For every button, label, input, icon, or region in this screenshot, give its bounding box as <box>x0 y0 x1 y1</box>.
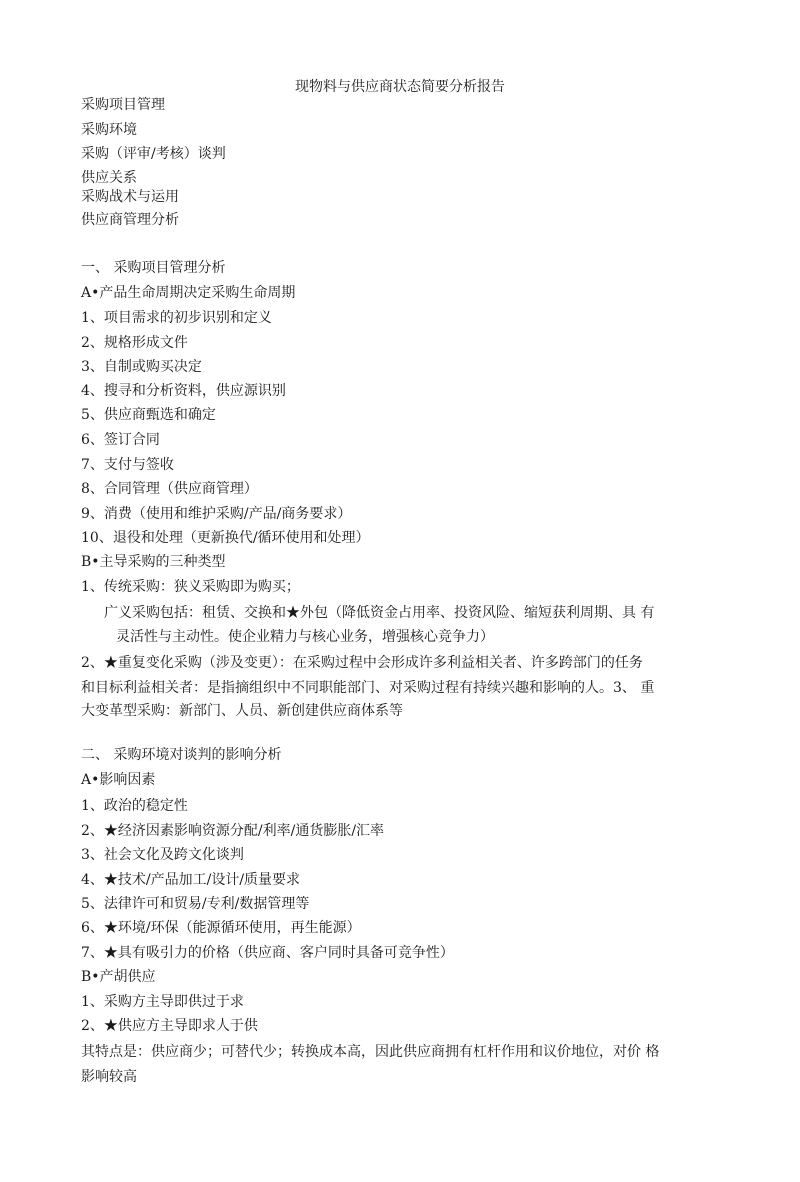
paragraph-line: 大变革型采购：新部门、人员、新创建供应商体系等 <box>81 703 403 719</box>
list-item: 2、★经济因素影响资源分配/利率/通货膨胀/汇率 <box>81 823 385 839</box>
list-item: 2、★供应方主导即求人于供 <box>81 1018 258 1034</box>
subsection-heading: A•产品生命周期决定采购生命周期 <box>81 285 296 301</box>
list-item: 4、★技术/产品加工/设计/质量要求 <box>81 872 301 888</box>
list-item: 5、供应商甄选和确定 <box>81 407 216 423</box>
subsection-heading: B•主导采购的三种类型 <box>81 554 226 570</box>
toc-item: 供应关系 <box>81 170 137 186</box>
subsection-heading: A•影响因素 <box>81 772 156 788</box>
subsection-heading: B•产胡供应 <box>81 969 156 985</box>
toc-item: 供应商管理分析 <box>81 212 179 228</box>
list-item: 4、搜寻和分析资料，供应源识别 <box>81 383 286 399</box>
list-item: 2、规格形成文件 <box>81 335 188 351</box>
list-item: 9、消费（使用和维护采购/产品/商务要求） <box>81 506 352 522</box>
list-item: 1、项目需求的初步识别和定义 <box>81 310 272 326</box>
toc-item: 采购项目管理 <box>81 97 165 113</box>
paragraph-line: 其特点是：供应商少；可替代少；转换成本高，因此供应商拥有杠杆作用和议价地位，对价 格 <box>81 1044 660 1060</box>
list-item: 5、法律许可和贸易/专利/数据管理等 <box>81 896 310 912</box>
list-item: 6、★环境/环保（能源循环使用，再生能源） <box>81 920 361 936</box>
list-item: 1、采购方主导即供过于求 <box>81 994 244 1010</box>
list-item-detail: 灵活性与主动性。使企业精力与核心业务，增强核心竞争力） <box>116 629 494 645</box>
section-heading: 一、 采购项目管理分析 <box>81 260 226 276</box>
list-item-detail: 广义采购包括：租赁、交换和★外包（降低资金占用率、投资风险、缩短获利周期、具 有 <box>104 605 655 621</box>
list-item: 3、社会文化及跨文化谈判 <box>81 847 244 863</box>
list-item: 7、支付与签收 <box>81 457 174 473</box>
paragraph-line: 影响较高 <box>81 1069 137 1085</box>
toc-item: 采购战术与运用 <box>81 189 179 205</box>
document-title: 现物料与供应商状态简要分析报告 <box>295 79 505 95</box>
list-item: 1、传统采购：狭义采购即为购买； <box>81 579 300 595</box>
list-item: 3、自制或购买决定 <box>81 359 202 375</box>
section-heading: 二、 采购环境对谈判的影响分析 <box>81 747 282 763</box>
paragraph-line: 2、★重复变化采购（涉及变更）：在采购过程中会形成许多利益相关者、许多跨部门的任务 <box>81 655 643 671</box>
toc-item: 采购环境 <box>81 122 137 138</box>
list-item: 10、退役和处理（更新换代/循环使用和处理） <box>81 530 370 546</box>
list-item: 7、★具有吸引力的价格（供应商、客户同时具备可竞争性） <box>81 945 454 961</box>
list-item: 1、政治的稳定性 <box>81 798 188 814</box>
list-item: 6、签订合同 <box>81 432 160 448</box>
list-item: 8、合同管理（供应商管理） <box>81 481 258 497</box>
toc-item: 采购（评审/考核）谈判 <box>81 146 226 162</box>
paragraph-line: 和目标利益相关者：是指摘组织中不同职能部门、对采购过程有持续兴趣和影响的人。3、 重 <box>81 680 655 696</box>
